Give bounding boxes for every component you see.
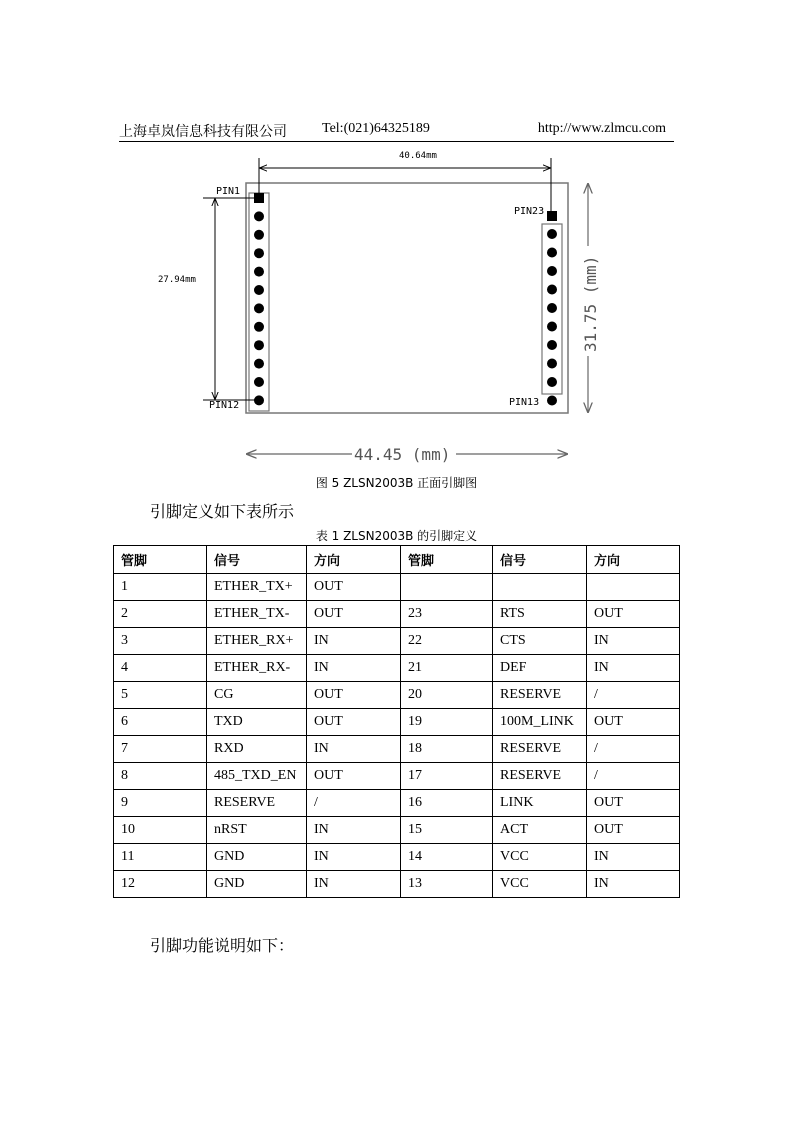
pin-square <box>254 193 264 203</box>
cell-pin-2: 14 <box>401 844 493 871</box>
table-row <box>114 601 680 628</box>
pin-diagram <box>0 0 793 480</box>
cell-signal-2: LINK <box>493 790 587 817</box>
pin-dot <box>547 229 557 239</box>
col-header-pin: 管脚 <box>114 546 207 574</box>
pin-dot <box>254 377 264 387</box>
pin1-label: PIN1 <box>216 186 241 197</box>
cell-signal-2: ACT <box>493 817 587 844</box>
cell-pin-2: 15 <box>401 817 493 844</box>
cell-pin: 12 <box>114 871 207 898</box>
cell-signal: nRST <box>207 817 307 844</box>
pin-dot <box>254 248 264 258</box>
pin-dot <box>547 359 557 369</box>
table-row <box>114 709 680 736</box>
cell-direction: OUT <box>307 709 401 736</box>
cell-pin: 4 <box>114 655 207 682</box>
pin-dot <box>254 340 264 350</box>
cell-pin: 1 <box>114 574 207 601</box>
pin23-label: PIN23 <box>514 206 545 217</box>
cell-direction-2: OUT <box>587 817 680 844</box>
cell-signal: ETHER_RX+ <box>207 628 307 655</box>
pin-square <box>547 211 557 221</box>
cell-direction-2: / <box>587 736 680 763</box>
table-caption: 表 1 ZLSN2003B 的引脚定义 <box>315 529 478 543</box>
col-header-direction: 方向 <box>307 546 401 574</box>
dim-bottom-label: 44.45 (mm) <box>354 445 451 464</box>
cell-signal: ETHER_TX+ <box>207 574 307 601</box>
cell-pin: 2 <box>114 601 207 628</box>
cell-signal-2: VCC <box>493 844 587 871</box>
cell-signal: 485_TXD_EN <box>207 763 307 790</box>
pin-dot <box>547 248 557 258</box>
pin-dot <box>254 285 264 295</box>
cell-signal-2: 100M_LINK <box>493 709 587 736</box>
cell-signal-2: RESERVE <box>493 763 587 790</box>
cell-direction-2: OUT <box>587 601 680 628</box>
pin-dot <box>254 322 264 332</box>
left-pins <box>254 193 264 405</box>
cell-signal-2: VCC <box>493 871 587 898</box>
cell-direction-2 <box>587 574 680 601</box>
pin-dot <box>547 396 557 406</box>
pin-dot <box>547 322 557 332</box>
col-header-signal: 信号 <box>207 546 307 574</box>
cell-pin: 5 <box>114 682 207 709</box>
pin-dot <box>547 303 557 313</box>
cell-signal: RESERVE <box>207 790 307 817</box>
pin13-label: PIN13 <box>509 397 540 408</box>
header-url: http://www.zlmcu.com <box>537 121 666 136</box>
cell-pin-2: 22 <box>401 628 493 655</box>
cell-pin: 7 <box>114 736 207 763</box>
cell-pin-2: 21 <box>401 655 493 682</box>
cell-signal: ETHER_TX- <box>207 601 307 628</box>
cell-signal: ETHER_RX- <box>207 655 307 682</box>
cell-pin: 11 <box>114 844 207 871</box>
cell-signal: GND <box>207 871 307 898</box>
cell-signal-2 <box>493 574 587 601</box>
table-row <box>114 682 680 709</box>
cell-signal-2: RTS <box>493 601 587 628</box>
table-row <box>114 763 680 790</box>
table-row <box>114 655 680 682</box>
table-row <box>114 628 680 655</box>
cell-direction: IN <box>307 817 401 844</box>
pin-table <box>113 545 680 898</box>
board-outline <box>246 183 568 413</box>
cell-signal: GND <box>207 844 307 871</box>
cell-direction: IN <box>307 871 401 898</box>
intro-text: 引脚定义如下表所示 <box>150 502 295 521</box>
cell-pin-2: 17 <box>401 763 493 790</box>
cell-pin-2 <box>401 574 493 601</box>
cell-signal: TXD <box>207 709 307 736</box>
cell-direction: IN <box>307 844 401 871</box>
pin-dot <box>254 303 264 313</box>
cell-signal: CG <box>207 682 307 709</box>
cell-direction-2: / <box>587 763 680 790</box>
cell-direction: OUT <box>307 574 401 601</box>
cell-signal-2: RESERVE <box>493 736 587 763</box>
cell-pin-2: 16 <box>401 790 493 817</box>
table-row <box>114 844 680 871</box>
cell-signal: RXD <box>207 736 307 763</box>
cell-pin: 6 <box>114 709 207 736</box>
cell-pin: 3 <box>114 628 207 655</box>
cell-direction: IN <box>307 628 401 655</box>
cell-direction-2: / <box>587 682 680 709</box>
table-row <box>114 736 680 763</box>
pin-dot <box>547 266 557 276</box>
cell-pin: 9 <box>114 790 207 817</box>
pin-dot <box>254 230 264 240</box>
pin-dot <box>254 267 264 277</box>
pin-dot <box>254 211 264 221</box>
table-header-row <box>114 546 680 574</box>
table-row <box>114 790 680 817</box>
right-pins <box>547 211 557 406</box>
cell-direction: OUT <box>307 601 401 628</box>
cell-signal-2: CTS <box>493 628 587 655</box>
cell-direction-2: IN <box>587 628 680 655</box>
header-company: 上海卓岚信息科技有限公司 <box>119 125 287 140</box>
pin-dot <box>547 285 557 295</box>
header-tel: Tel:(021)64325189 <box>322 121 430 136</box>
cell-signal-2: DEF <box>493 655 587 682</box>
pin12-label: PIN12 <box>209 400 240 411</box>
col-header-pin-2: 管脚 <box>401 546 493 574</box>
dim-right-label: 31.75 (mm) <box>581 255 600 352</box>
cell-direction-2: IN <box>587 844 680 871</box>
cell-pin-2: 23 <box>401 601 493 628</box>
cell-direction: OUT <box>307 682 401 709</box>
cell-pin-2: 13 <box>401 871 493 898</box>
cell-direction-2: OUT <box>587 709 680 736</box>
cell-pin: 10 <box>114 817 207 844</box>
cell-direction: / <box>307 790 401 817</box>
cell-direction-2: OUT <box>587 790 680 817</box>
pin-dot <box>254 359 264 369</box>
figure-caption: 图 5 ZLSN2003B 正面引脚图 <box>315 476 478 490</box>
cell-pin-2: 20 <box>401 682 493 709</box>
col-header-signal-2: 信号 <box>493 546 587 574</box>
cell-direction: IN <box>307 655 401 682</box>
cell-pin-2: 19 <box>401 709 493 736</box>
cell-direction: IN <box>307 736 401 763</box>
table-row <box>114 871 680 898</box>
footer-text: 引脚功能说明如下： <box>150 936 295 955</box>
pin-dot <box>547 377 557 387</box>
cell-pin: 8 <box>114 763 207 790</box>
dim-top-label: 40.64mm <box>399 151 437 161</box>
table-row <box>114 817 680 844</box>
cell-direction: OUT <box>307 763 401 790</box>
cell-direction-2: IN <box>587 655 680 682</box>
pin-dot <box>254 395 264 405</box>
cell-direction-2: IN <box>587 871 680 898</box>
cell-pin-2: 18 <box>401 736 493 763</box>
dim-left-label: 27.94mm <box>158 275 196 285</box>
cell-signal-2: RESERVE <box>493 682 587 709</box>
col-header-direction-2: 方向 <box>587 546 680 574</box>
pin-dot <box>547 340 557 350</box>
table-row <box>114 574 680 601</box>
